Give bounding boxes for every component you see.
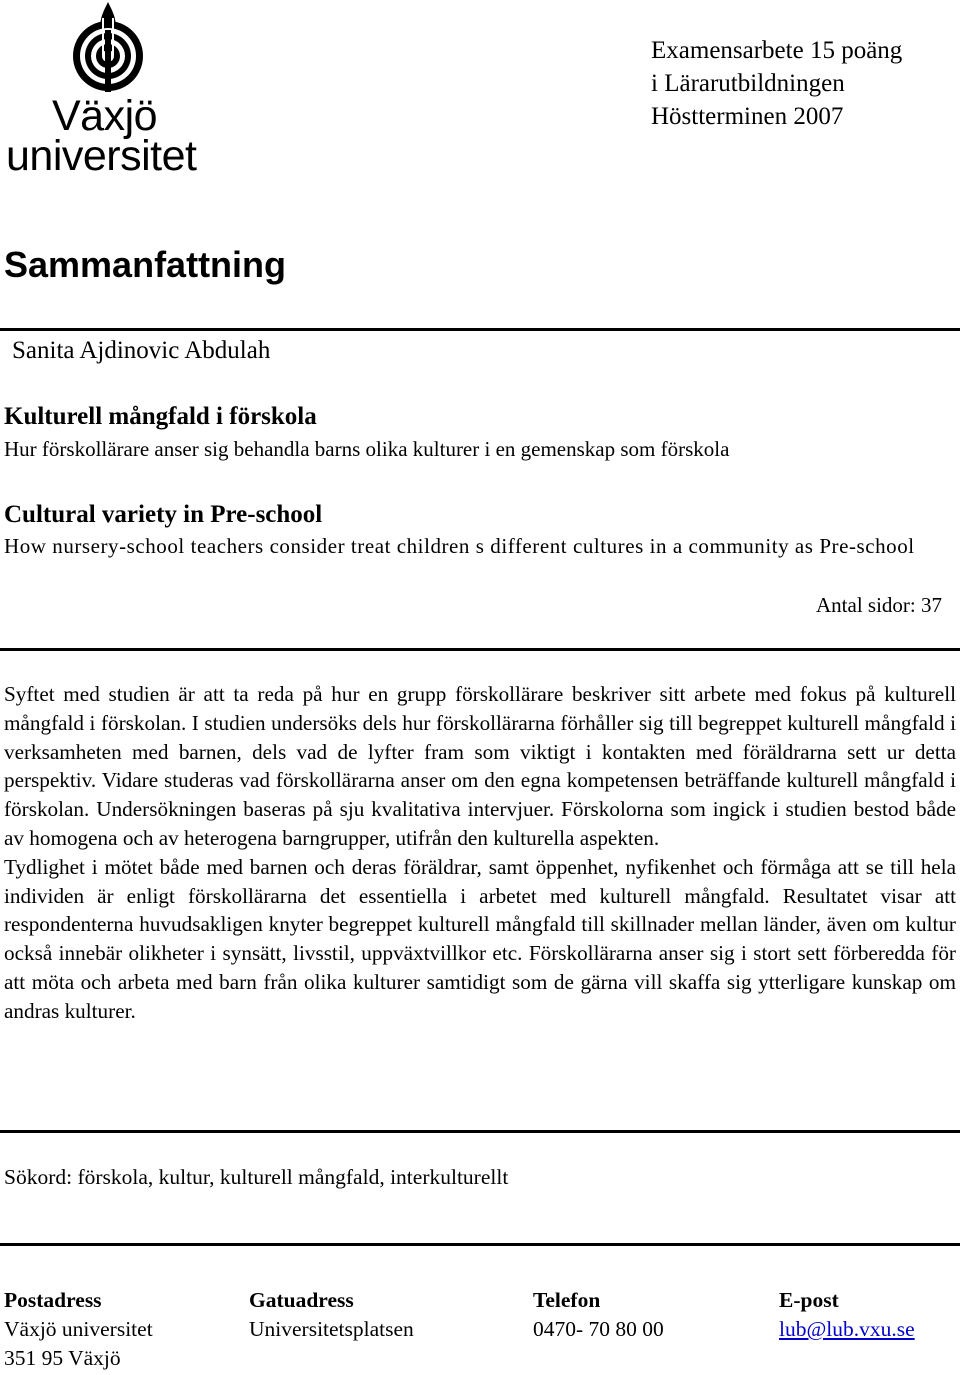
logo-wordmark-line1: Växjö [52,92,158,140]
logo-wordmark-line2: universitet [6,132,197,180]
exam-line-3: Höstterminen 2007 [651,103,844,130]
vaxjo-university-emblem-icon [4,0,219,98]
postal-line-1: Växjö universitet [4,1317,153,1341]
swedish-title: Kulturell mångfald i förskola [4,403,317,430]
english-title: Cultural variety in Pre-school [4,501,323,528]
swedish-subtitle: Hur förskollärare anser sig behandla barns olika kulturer i en gemenskap som förskola [4,437,730,461]
phone-line-1: 0470- 70 80 00 [533,1317,664,1341]
exam-info [651,34,902,133]
abstract [4,680,956,1026]
street-line-1: Universitetsplatsen [249,1317,414,1341]
exam-line-2: i Lärarutbildningen [651,70,845,97]
divider-top [0,328,960,331]
english-subtitle: How nursery-school teachers consider treat children s different cultures in a community as Pre-school [4,534,915,558]
contact-phone [533,1286,664,1344]
divider-abstract-top [0,648,960,651]
contact-street [249,1286,414,1344]
contact-postal [4,1286,153,1373]
abstract-paragraph-2: Tydlighet i mötet både med barnen och deras föräldrar, samt öppenhet, nyfikenhet och förmåga att se till hela individen är enligt förskollärarna det essentiella i arbetet med kulturell mångfald. Resultatet visar att respondenterna huvudsakligen knyter begreppet kulturell mångfald till skillnader mellan länder, även om kultur också innebär olikheter i synsätt, livsstil, uppväxtvillkor etc. Förskollärarna anser sig i stort sett förberedda för att möta och arbeta med barn från olika kulturer samtidigt som de gärna vill skaffa sig ytterligare kunskap om andras kulturer. [4,854,956,1023]
exam-line-1: Examensarbete 15 poäng [651,37,903,64]
university-logo [4,0,219,180]
page-count: Antal sidor: 37 [816,593,942,617]
author-name: Sanita Ajdinovic Abdulah [12,337,271,364]
abstract-paragraph-1: Syftet med studien är att ta reda på hur en grupp förskollärare beskriver sitt arbete med fokus på kulturell mångfald i förskolan. I studien undersöks dels hur förskollärarna förhåller sig till begreppet kulturell mångfald i verksamheten med barnen, dels vad de lyfter fram som viktigt i kontakten med föräldrarna sett ur detta perspektiv. Vidare studeras vad förskollärarna anser om den egna kompetensen beträffande kulturell mångfald i förskolan. Undersökningen baseras på sju kvalitativa intervjuer. Förskolorna som ingick i studien bestod både av homogena och av heterogena barngrupper, utifrån den kulturella aspekten. [4,682,956,850]
street-heading: Gatuadress [249,1288,354,1312]
page-title: Sammanfattning [4,244,287,285]
postal-line-2: 351 95 Växjö [4,1346,121,1370]
keywords: Sökord: förskola, kultur, kulturell mångfald, interkulturellt [4,1165,509,1189]
postal-heading: Postadress [4,1288,102,1312]
email-link[interactable]: lub@lub.vxu.se [779,1317,915,1341]
contact-email [779,1286,915,1344]
email-heading: E-post [779,1288,839,1312]
divider-abstract-bottom [0,1130,960,1133]
phone-heading: Telefon [533,1288,601,1312]
divider-contact [0,1243,960,1246]
